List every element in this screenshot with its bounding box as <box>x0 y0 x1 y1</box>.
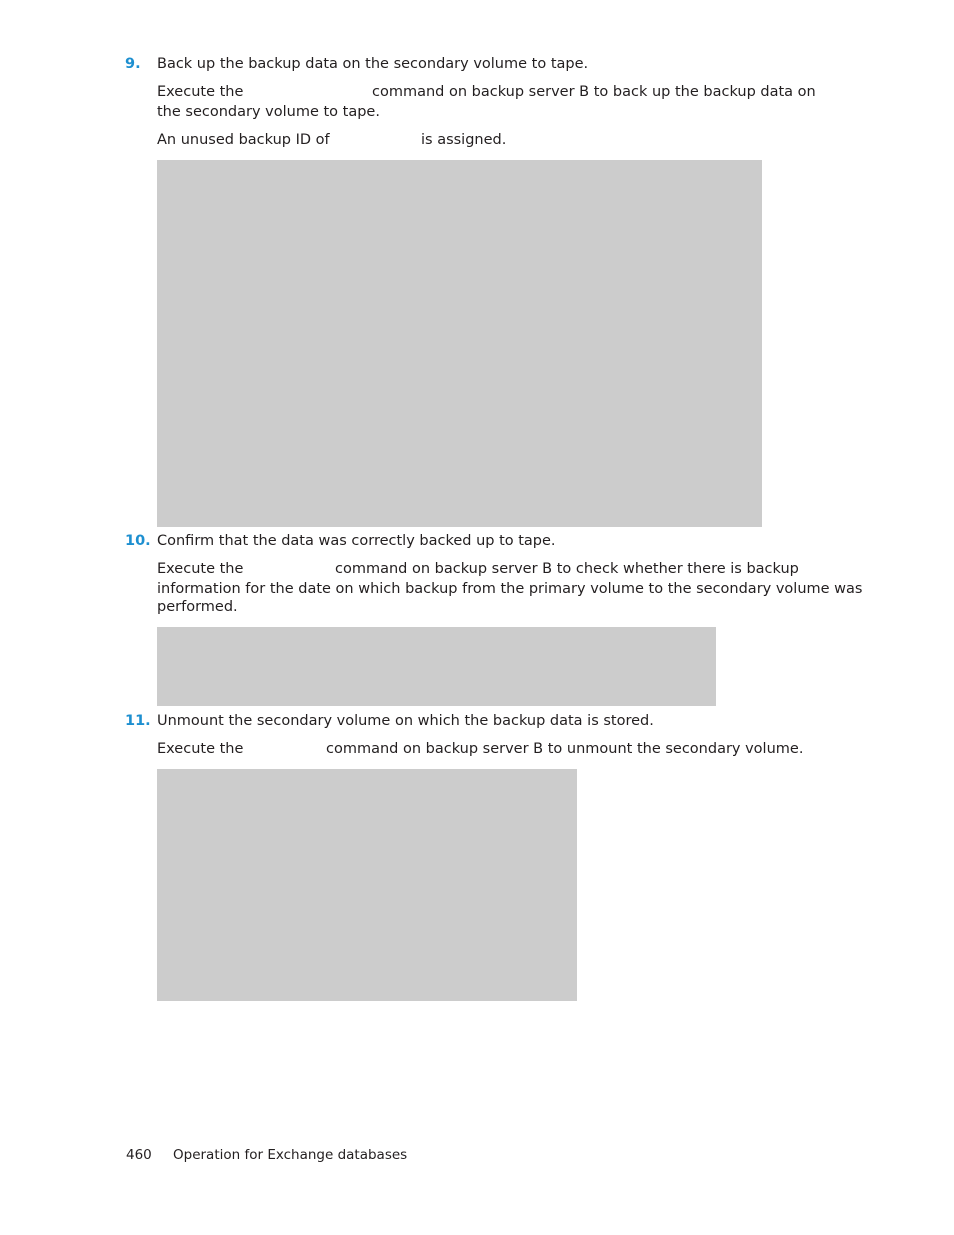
step-11-number: 11. <box>125 713 151 729</box>
footer-section-title: Operation for Exchange databases <box>173 1147 408 1163</box>
step-10-number: 10. <box>125 533 151 549</box>
step-10-code-block <box>157 627 716 706</box>
step-10-text-before-command: Execute the <box>157 561 244 577</box>
step-10-title: Confirm that the data was correctly backed up to tape. <box>157 533 556 549</box>
step-10-text-after-command: command on backup server B to check whether there is backup <box>335 561 799 577</box>
page-number: 460 <box>126 1147 152 1163</box>
step-9-number: 9. <box>125 56 141 72</box>
step-9-backup-id-text-before: An unused backup ID of <box>157 132 330 148</box>
step-9-backup-id-text-after: is assigned. <box>421 132 507 148</box>
step-11-text-after-command: command on backup server B to unmount the secondary volume. <box>326 741 804 757</box>
step-10-text-line2: information for the date on which backup from the primary volume to the secondary volume was <box>157 581 863 597</box>
step-9-code-block <box>157 160 762 527</box>
step-11-code-block <box>157 769 577 1001</box>
step-11-title: Unmount the secondary volume on which the backup data is stored. <box>157 713 654 729</box>
step-9-text-before-command: Execute the <box>157 84 244 100</box>
step-10-text-line3: performed. <box>157 599 238 615</box>
step-9-title: Back up the backup data on the secondary volume to tape. <box>157 56 589 72</box>
step-9-text-after-command: command on backup server B to back up the backup data on <box>372 84 816 100</box>
step-11-text-before-command: Execute the <box>157 741 244 757</box>
step-9-text-line2: the secondary volume to tape. <box>157 104 380 120</box>
